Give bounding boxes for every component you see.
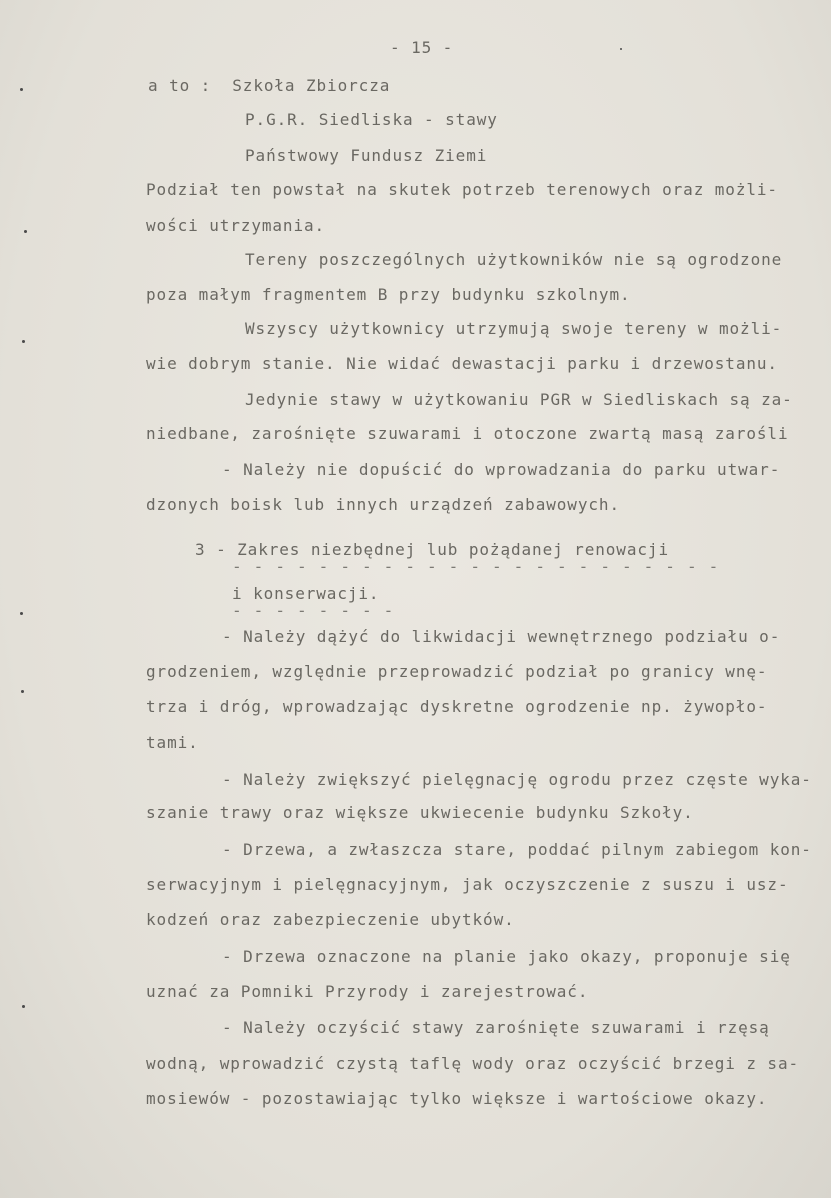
text-line: - Drzewa, a zwłaszcza stare, poddać pilnym zabiegom kon- xyxy=(222,840,812,859)
scan-speck xyxy=(24,230,27,233)
text-line: wodną, wprowadzić czystą taflę wody oraz oczyścić brzegi z sa- xyxy=(146,1054,800,1073)
page-number: - 15 - xyxy=(390,38,454,57)
text-line: uznać za Pomniki Przyrody i zarejestrować. xyxy=(146,982,589,1001)
section-heading-cont: i konserwacji. xyxy=(232,584,380,603)
heading-underline: - - - - - - - - - - - - - - - - - - - - - - - xyxy=(232,557,720,576)
text-line: trza i dróg, wprowadzając dyskretne ogrodzenie np. żywopło- xyxy=(146,697,768,716)
scan-speck xyxy=(22,340,25,343)
text-line: wie dobrym stanie. Nie widać dewastacji parku i drzewostanu. xyxy=(146,354,778,373)
text-line: Jedynie stawy w użytkowaniu PGR w Siedliskach są za- xyxy=(245,390,793,409)
text-line: mosiewów - pozostawiając tylko większe i wartościowe okazy. xyxy=(146,1089,768,1108)
scan-speck xyxy=(22,1005,25,1008)
text-line: szanie trawy oraz większe ukwiecenie budynku Szkoły. xyxy=(146,803,694,822)
text-line: - Należy oczyścić stawy zarośnięte szuwarami i rzęsą xyxy=(222,1018,770,1037)
text-line: kodzeń oraz zabezpieczenie ubytków. xyxy=(146,910,515,929)
text-line: niedbane, zarośnięte szuwarami i otoczone zwartą masą zarośli xyxy=(146,424,789,443)
scan-speck xyxy=(21,690,24,693)
text-line: - Należy dążyć do likwidacji wewnętrznego podziału o- xyxy=(222,627,781,646)
text-line: wości utrzymania. xyxy=(146,216,326,235)
section-heading: 3 - Zakres niezbędnej lub pożądanej renowacji xyxy=(195,540,669,559)
text-line: Tereny poszczególnych użytkowników nie są ogrodzone xyxy=(245,250,783,269)
text-line: a to : Szkoła Zbiorcza xyxy=(148,76,391,95)
text-line: poza małym fragmentem B przy budynku szkolnym. xyxy=(146,285,631,304)
text-line: grodzeniem, względnie przeprowadzić podział po granicy wnę- xyxy=(146,662,768,681)
text-line: tami. xyxy=(146,733,199,752)
text-line: dzonych boisk lub innych urządzeń zabawowych. xyxy=(146,495,620,514)
text-line: Państwowy Fundusz Ziemi xyxy=(245,146,488,165)
text-line: Podział ten powstał na skutek potrzeb terenowych oraz możli- xyxy=(146,180,778,199)
scan-speck xyxy=(620,48,622,50)
text-line: P.G.R. Siedliska - stawy xyxy=(245,110,498,129)
heading-underline: - - - - - - - - xyxy=(232,601,395,620)
text-line: - Należy nie dopuścić do wprowadzania do parku utwar- xyxy=(222,460,781,479)
text-line: Wszyscy użytkownicy utrzymują swoje tereny w możli- xyxy=(245,319,783,338)
scan-speck xyxy=(20,612,23,615)
text-line: - Należy zwiększyć pielęgnację ogrodu przez częste wyka- xyxy=(222,770,812,789)
text-line: serwacyjnym i pielęgnacyjnym, jak oczyszczenie z suszu i usz- xyxy=(146,875,789,894)
text-line: - Drzewa oznaczone na planie jako okazy, proponuje się xyxy=(222,947,791,966)
scan-speck xyxy=(20,88,23,91)
